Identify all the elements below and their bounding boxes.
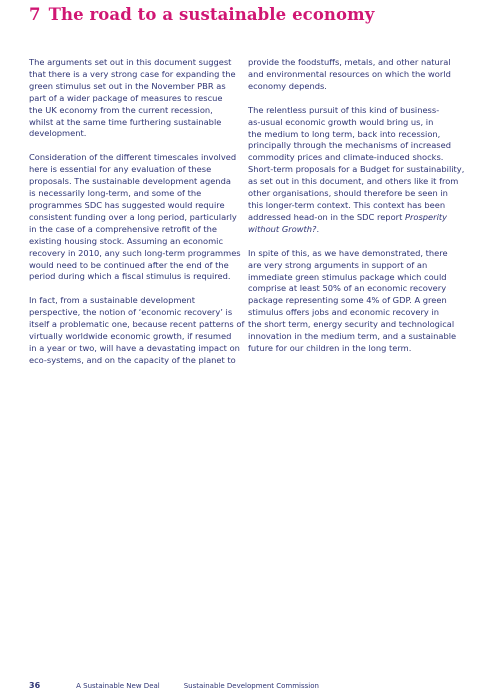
text-line: Short-term proposals for a Budget for sustainability, (248, 164, 465, 175)
text-line: provide the foodstuffs, metals, and other natural (248, 57, 451, 67)
text-line: innovation in the medium term, and a sustainable (248, 331, 457, 342)
text-line: The relentless pursuit of this kind of business- (248, 104, 440, 115)
text-line: period during which a fiscal stimulus is required. (29, 271, 231, 282)
text-line: itself a problematic one, because recent patterns of (29, 319, 245, 330)
text-line: commodity prices and climate-induced shocks. (248, 152, 444, 163)
report-title: without Growth? (248, 223, 317, 234)
text-line: as set out in this document, and others like it from (248, 176, 459, 187)
text-line: as-usual economic growth would bring us, in (248, 116, 434, 127)
text-line: recovery in 2010, any such long-term programmes (29, 247, 241, 258)
left-column (29, 57, 245, 379)
text-line: perspective, the notion of ‘economic recovery’ is (29, 307, 233, 318)
text-line (248, 224, 478, 236)
report-title: Prosperity (404, 211, 448, 222)
text-line: proposals. The sustainable development agenda (29, 176, 231, 187)
text-line: part of a wider package of measures to rescue (29, 92, 223, 103)
section-title: The road to a sustainable economy (48, 5, 375, 24)
text-line: the medium to long term, back into recession, (248, 128, 441, 139)
text-fragment: . (316, 223, 320, 234)
text-line: is necessarily long-term, and some of the (29, 188, 202, 199)
right-paragraph-1 (248, 57, 478, 93)
text-line: that there is a very strong case for expanding the (29, 68, 236, 79)
left-paragraph-3 (29, 295, 245, 366)
text-line: In spite of this, as we have demonstrated, there (248, 247, 448, 258)
text-line: green stimulus set out in the November PBR as (29, 80, 226, 91)
text-line: existing housing stock. Assuming an economic (29, 235, 224, 246)
right-column (248, 57, 478, 367)
text-line: here is essential for any evaluation of these (29, 164, 212, 175)
text-line: future for our children in the long term. (248, 342, 412, 353)
organisation-name: Sustainable Development Commission (183, 682, 319, 690)
text-line: other organisations, should therefore be seen in (248, 188, 448, 199)
text-line: this longer-term context. This context has been (248, 199, 446, 210)
text-line: and environmental resources on which the world (248, 68, 451, 79)
text-line: economy depends. (248, 80, 327, 91)
text-line: development. (29, 128, 87, 139)
text-line: comprise at least 50% of an economic recovery (248, 283, 447, 294)
page-number: 36 (29, 681, 41, 690)
text-line: The arguments set out in this document suggest (29, 57, 232, 67)
text-line (248, 212, 478, 224)
right-paragraph-3 (248, 248, 478, 355)
text-line: principally through the mechanisms of increased (248, 140, 451, 151)
section-heading (29, 5, 469, 24)
text-line: virtually worldwide economic growth, if resumed (29, 331, 232, 342)
text-line: Consideration of the different timescales involved (29, 152, 237, 163)
right-paragraph-2 (248, 105, 478, 236)
left-paragraph-2 (29, 152, 241, 283)
text-line: the short term, energy security and technological (248, 319, 455, 330)
text-line: whilst at the same time furthering sustainable (29, 116, 222, 127)
text-line: would need to be continued after the end of the (29, 259, 229, 270)
text-line: eco-systems, and on the capacity of the planet to (29, 354, 236, 365)
text-line: In fact, from a sustainable development (29, 295, 196, 306)
text-line: in the case of a comprehensive retrofit of the (29, 223, 218, 234)
text-line: programmes SDC has suggested would require (29, 199, 225, 210)
left-paragraph-1 (29, 57, 236, 140)
section-number: 7 (29, 5, 41, 24)
text-line: package representing some 4% of GDP. A green (248, 295, 447, 306)
text-line: are very strong arguments in support of an (248, 259, 428, 270)
page-footer (29, 681, 319, 690)
publication-title: A Sustainable New Deal (76, 682, 160, 690)
text-line: in a year or two, will have a devastating impact on (29, 342, 240, 353)
text-line: immediate green stimulus package which could (248, 271, 447, 282)
text-fragment: addressed head-on in the SDC report (248, 211, 405, 222)
text-line: consistent funding over a long period, particularly (29, 211, 237, 222)
text-line: the UK economy from the current recession, (29, 104, 213, 115)
text-line: stimulus offers jobs and economic recovery in (248, 307, 440, 318)
